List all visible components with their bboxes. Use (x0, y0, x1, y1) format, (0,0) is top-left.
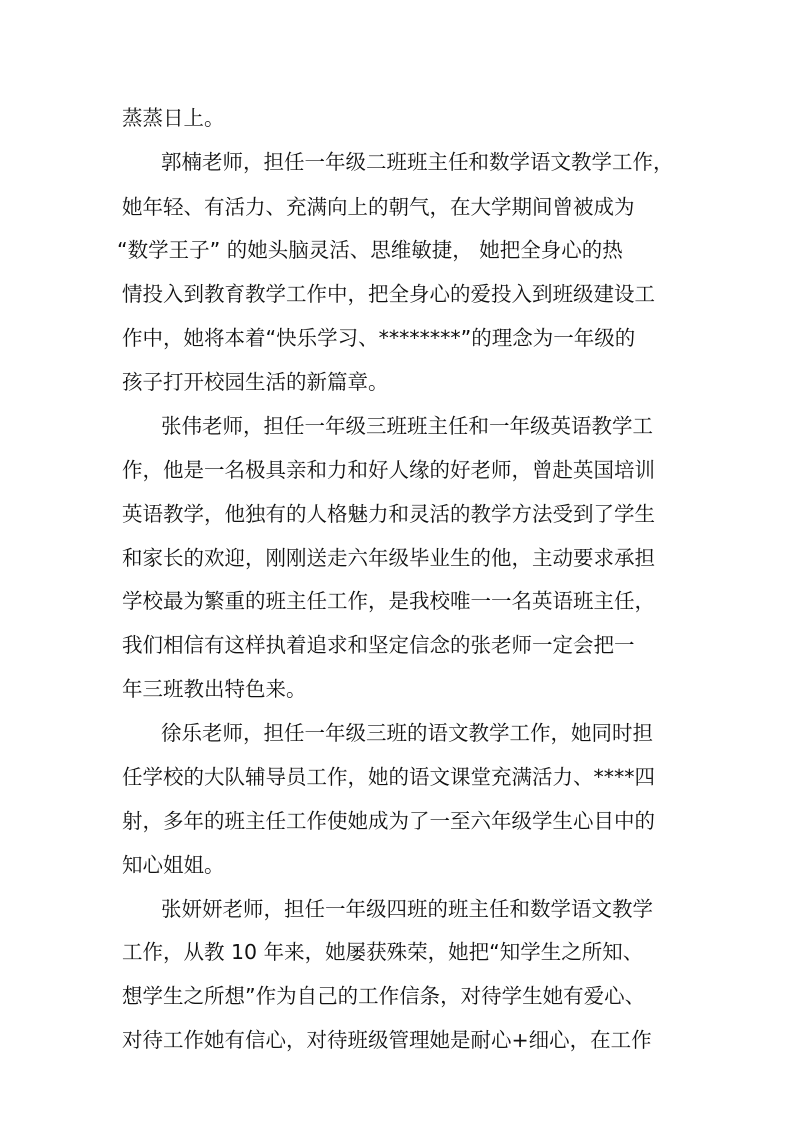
text-line: 作中，她将本着“快乐学习、********”的理念为一年级的 (122, 326, 636, 350)
text-line: 郭楠老师，担任一年级二班班主任和数学语文教学工作， (161, 150, 674, 174)
text-line: 我们相信有这样执着追求和坚定信念的张老师一定会把一 (122, 633, 635, 657)
text-line: 学校最为繁重的班主任工作，是我校唯一一名英语班主任， (122, 589, 655, 613)
text-line: 工作，从教 10 年来，她屡获殊荣，她把“知学生之所知、 (122, 940, 644, 964)
text-line: 任学校的大队辅导员工作，她的语文课堂充满活力、****四 (122, 765, 655, 789)
text-line: 蒸蒸日上。 (122, 106, 225, 130)
text-line: 知心姐姐。 (122, 853, 225, 877)
text-line: 张妍妍老师，担任一年级四班的班主任和数学语文教学 (161, 897, 653, 921)
text-line: 英语教学，他独有的人格魅力和灵活的教学方法受到了学生 (122, 502, 655, 526)
text-line: 和家长的欢迎，刚刚送走六年级毕业生的他，主动要求承担 (122, 546, 655, 570)
text-line: 年三班教出特色来。 (122, 677, 307, 701)
text-line: 她年轻、有活力、充满向上的朝气，在大学期间曾被成为 (122, 195, 635, 219)
text-line: 情投入到教育教学工作中，把全身心的爱投入到班级建设工 (122, 282, 655, 306)
text-line: 射，多年的班主任工作使她成为了一至六年级学生心目中的 (122, 809, 655, 833)
text-line: 徐乐老师，担任一年级三班的语文教学工作，她同时担 (161, 721, 653, 745)
text-line: “数学王子” 的她头脑灵活、思维敏捷， 她把全身心的热 (117, 238, 623, 262)
text-line: 张伟老师，担任一年级三班班主任和一年级英语教学工 (161, 414, 653, 438)
text-line: 想学生之所想”作为自己的工作信条，对待学生她有爱心、 (122, 984, 646, 1008)
text-line: 孩子打开校园生活的新篇章。 (122, 370, 389, 394)
text-line: 对待工作她有信心，对待班级管理她是耐心+细心，在工作 (122, 1028, 652, 1052)
text-line: 作，他是一名极具亲和力和好人缘的好老师，曾赴英国培训 (122, 458, 655, 482)
